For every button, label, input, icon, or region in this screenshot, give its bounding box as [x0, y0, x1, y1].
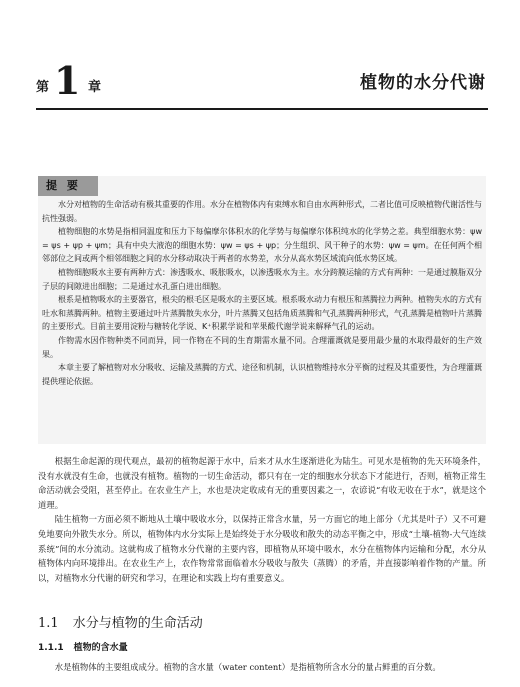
summary-title: 提 要 [38, 176, 98, 196]
summary-paragraph: 根系是植物吸水的主要器官，根尖的根毛区是吸水的主要区域。根系吸水动力有根压和蒸腾拉力两种。植物失水的方式有吐水和蒸腾两种。植物主要通过叶片蒸腾散失水分，叶片蒸腾又包括角质蒸腾和气孔蒸腾两种形式，气孔蒸腾是植物叶片蒸腾的主要形式。目前主要用淀粉与糖转化学说、K⁺积累学说和苹果酸代谢学说来解释气孔的运动。 [42, 295, 482, 332]
chapter-header [36, 58, 486, 106]
section-title: 水分与植物的生命活动 [72, 616, 203, 631]
summary-paragraph: 水分对植物的生命活动有极其重要的作用。水分在植物体内有束缚水和自由水两种形式，二者比值可反映植物代谢活性与抗性强弱。 [42, 200, 482, 223]
body-paragraph: 根据生命起源的现代观点，最初的植物起源于水中，后来才从水生逐渐进化为陆生。可见水是植物的先天环境条件，没有水就没有生命，也就没有植物。植物的一切生命活动，都只有在一定的细胞水分状态下才能进行，否则，植物正常生命活动就会受阻，甚至停止。在农业生产上，水也是决定收成有无的重要因素之一，农谚说“有收无收在于水”，就是这个道理。 [38, 456, 486, 510]
section-number: 1.1 [38, 616, 59, 631]
chapter-title: 植物的水分代谢 [360, 73, 486, 93]
chapter-number: 1 [54, 58, 81, 103]
subsection-number: 1.1.1 [38, 643, 64, 653]
summary-paragraph: 本章主要了解植物对水分吸收、运输及蒸腾的方式、途径和机制，认识植物维持水分平衡的过程及其重要性，为合理灌溉提供理论依据。 [42, 363, 482, 386]
body-text [38, 454, 486, 585]
subsection-heading [38, 640, 138, 653]
summary-paragraph: 植物细胞的水势是指相同温度和压力下每偏摩尔体积水的化学势与每偏摩尔体积纯水的化学势之差。典型细胞水势：ψw = ψs + ψp + ψm；具有中央大液泡的细胞水势：ψw = ψs + ψp；分生组织、风干种子的水势：ψw = ψm。在任何两个相邻部位之间或两个相邻细胞之间的水分移动取决于两者的水势差，水分从高水势区域流向低水势区域。 [42, 227, 482, 264]
chapter-label-pre: 第 [36, 80, 50, 95]
summary-paragraph: 作物需水因作物种类不同而异，同一作物在不同的生育期需水量不同。合理灌溉就是要用最少量的水取得最好的生产效果。 [42, 335, 482, 359]
body-last-line: 水是植物体的主要组成成分。植物的含水量（water content）是指植物所含水分的量占鲜重的百分数。 [54, 662, 441, 672]
chapter-label-post: 章 [88, 80, 102, 95]
summary-text [42, 198, 482, 388]
body-paragraph: 陆生植物一方面必须不断地从土壤中吸收水分，以保持正常含水量，另一方面它的地上部分（尤其是叶子）又不可避免地要向外散失水分。所以，植物体内水分实际上是始终处于水分吸收和散失的动态平衡之中，形成“土壤-植物-大气连续系统”间的水分流动。这就构成了植物水分代谢的主要内容，即植物从环境中吸水，水分在植物体内运输和分配，水分从植物体内向环境排出。在农业生产上，农作物常常面临着水分吸收与散失（蒸腾）的矛盾，并直接影响着作物的产量。所以，对植物水分代谢的研究和学习，在理论和实践上均有重要意义。 [38, 514, 486, 583]
summary-paragraph: 植物细胞吸水主要有两种方式：渗透吸水、吸胀吸水，以渗透吸水为主。水分跨膜运输的方式有两种：一是通过膜脂双分子层的间隙进出细胞；二是通过水孔蛋白进出细胞。 [42, 267, 482, 291]
section-heading [38, 612, 217, 631]
chapter-rule [36, 108, 488, 110]
subsection-title: 植物的含水量 [73, 643, 128, 653]
